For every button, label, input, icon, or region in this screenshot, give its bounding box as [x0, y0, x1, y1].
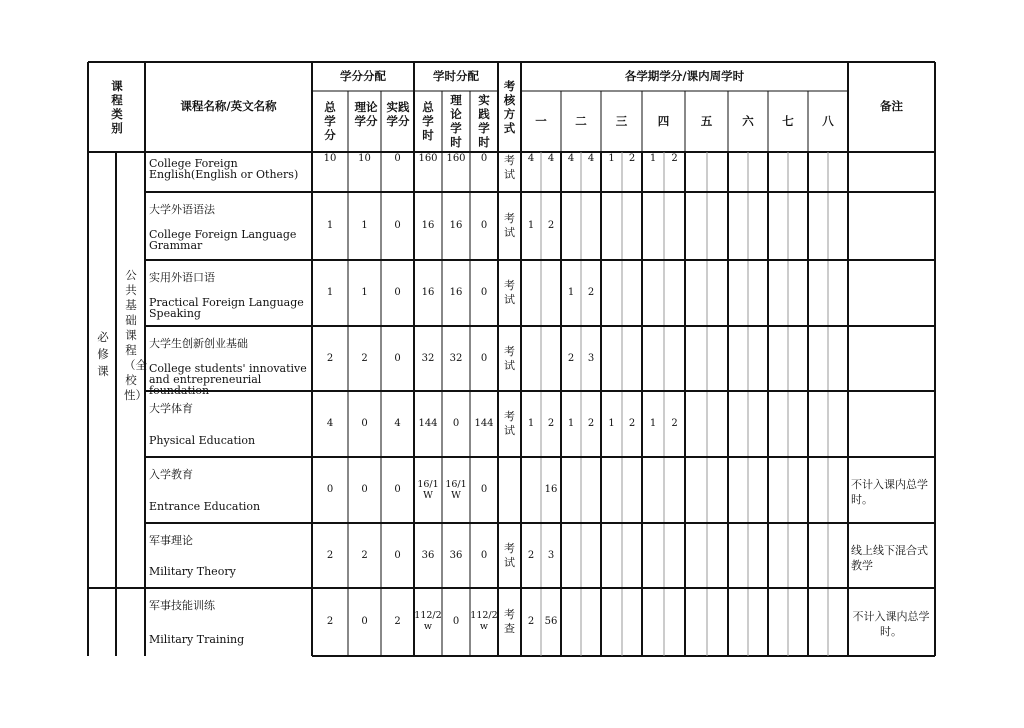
total-credits: 2 [326, 549, 334, 561]
theory-hours: 0 [452, 616, 460, 627]
semester-2-credits: 1 [567, 287, 575, 298]
total-hours: 36 [421, 549, 435, 561]
practice-hours: 0 [480, 484, 488, 495]
practice-credits: 4 [394, 418, 401, 429]
semester-2-weekly-hours: 2 [587, 418, 595, 429]
practice-hours: 112/2w [470, 610, 498, 632]
exam-mode: 考查 [504, 608, 515, 635]
semester-4-weekly-hours: 2 [671, 153, 678, 164]
header-semester-1: 一 [535, 114, 547, 128]
total-credits: 2 [326, 352, 334, 364]
course-english-name: Physical Education [149, 434, 256, 447]
course-chinese-name: 大学体育 [149, 402, 193, 415]
semester-1-weekly-hours: 3 [547, 549, 555, 561]
semester-1-weekly-hours: 4 [547, 153, 555, 164]
header-theory-credits: 理论学分 [354, 100, 378, 128]
header-practice-hours: 实践学时 [478, 93, 490, 149]
course-english-name: Military Theory [149, 565, 236, 578]
practice-hours: 0 [480, 220, 488, 231]
header-total-credits: 总学分 [324, 100, 336, 142]
theory-credits: 0 [361, 616, 368, 627]
theory-hours: 0 [452, 418, 460, 429]
practice-credits: 0 [394, 484, 401, 495]
header-hour-distribution: 学时分配 [433, 69, 479, 83]
theory-hours: 160 [446, 153, 466, 164]
exam-mode: 考试 [504, 344, 515, 372]
course-chinese-name: 军事技能训练 [149, 599, 215, 612]
remark-note: 不计入课内总学时。 [851, 478, 928, 506]
theory-hours: 16 [449, 220, 463, 231]
total-hours: 144 [418, 418, 438, 429]
course-chinese-name: 入学教育 [149, 468, 193, 481]
header-semester-3: 三 [615, 114, 628, 128]
semester-1-credits: 1 [527, 220, 535, 231]
header-semester-distribution: 各学期学分/课内周学时 [624, 69, 745, 83]
practice-hours: 0 [480, 352, 488, 364]
practice-credits: 0 [394, 352, 401, 364]
semester-4-credits: 1 [649, 418, 657, 429]
semester-3-credits: 1 [608, 418, 615, 429]
semester-3-weekly-hours: 2 [628, 153, 636, 164]
course-english-name: College students' innovative and entrepreneurial foundation [149, 362, 307, 397]
theory-credits: 0 [361, 484, 368, 495]
group-public-basic-courses: 公共基础课程（全校性） [124, 267, 147, 402]
practice-credits: 2 [394, 616, 401, 627]
group-required-courses: 必修课 [97, 329, 109, 378]
semester-1-weekly-hours: 16 [544, 484, 558, 495]
theory-credits: 2 [361, 352, 368, 364]
semester-1-credits: 1 [527, 418, 535, 429]
total-credits: 2 [326, 616, 334, 627]
total-hours: 112/2w [414, 610, 442, 632]
total-credits: 10 [323, 153, 337, 164]
header-semester-8: 八 [822, 114, 834, 128]
total-credits: 0 [326, 484, 334, 495]
total-hours: 16 [421, 220, 435, 231]
header-semester-7: 七 [782, 114, 794, 128]
total-credits: 1 [326, 220, 334, 231]
semester-1-weekly-hours: 2 [547, 418, 555, 429]
semester-2-credits: 4 [567, 153, 575, 164]
semester-1-weekly-hours: 2 [547, 220, 555, 231]
theory-hours: 36 [449, 549, 463, 561]
course-chinese-name: 大学生创新创业基础 [149, 337, 248, 350]
semester-4-credits: 1 [649, 153, 657, 164]
theory-credits: 2 [361, 549, 368, 561]
course-chinese-name: 实用外语口语 [149, 271, 215, 284]
exam-mode: 考试 [504, 410, 515, 437]
total-credits: 1 [326, 287, 334, 298]
semester-1-credits: 2 [527, 549, 535, 561]
course-english-name: Military Training [149, 633, 245, 646]
course-english-name: Entrance Education [149, 500, 261, 513]
header-course-category: 课程类别 [111, 79, 123, 135]
course-chinese-name: 军事理论 [149, 534, 193, 547]
course-chinese-name: 大学外语语法 [149, 203, 215, 216]
theory-hours: 16 [449, 287, 463, 298]
exam-mode: 考试 [504, 212, 515, 239]
course-english-name: Practical Foreign Language Speaking [149, 296, 304, 320]
theory-hours: 16/1W [445, 479, 467, 501]
remark-note: 线上线下混合式教学 [851, 543, 928, 572]
total-hours: 32 [421, 352, 435, 364]
semester-1-credits: 4 [527, 153, 535, 164]
theory-credits: 1 [361, 220, 368, 231]
exam-mode: 考试 [504, 154, 515, 181]
course-english-name: College Foreign English(English or Others) [149, 157, 299, 181]
course-english-name: College Foreign Language Grammar [149, 228, 297, 252]
exam-mode: 考试 [504, 279, 515, 306]
semester-2-credits: 1 [567, 418, 575, 429]
theory-credits: 1 [361, 287, 368, 298]
practice-credits: 0 [394, 287, 401, 298]
semester-1-weekly-hours: 56 [544, 616, 558, 627]
theory-credits: 10 [358, 153, 371, 164]
remark-note: 不计入课内总学时。 [852, 610, 930, 638]
header-semester-2: 二 [575, 114, 587, 128]
semester-3-weekly-hours: 2 [628, 418, 636, 429]
header-remarks: 备注 [880, 99, 903, 113]
total-hours: 16 [421, 287, 435, 298]
total-hours: 16/1W [417, 479, 439, 501]
semester-2-credits: 2 [567, 352, 575, 364]
header-semester-5: 五 [700, 114, 713, 128]
semester-2-weekly-hours: 2 [587, 287, 595, 298]
header-credit-distribution: 学分分配 [340, 69, 386, 83]
practice-hours: 0 [480, 153, 488, 164]
header-semester-6: 六 [742, 114, 754, 128]
header-theory-hours: 理论学时 [450, 93, 462, 149]
header-total-hours: 总学时 [422, 100, 434, 142]
semester-2-weekly-hours: 3 [587, 352, 595, 364]
practice-credits: 0 [394, 220, 401, 231]
header-exam-mode: 考核方式 [503, 79, 516, 135]
semester-4-weekly-hours: 2 [671, 418, 678, 429]
semester-3-credits: 1 [608, 153, 615, 164]
theory-hours: 32 [449, 352, 463, 364]
theory-credits: 0 [361, 418, 368, 429]
practice-credits: 0 [394, 153, 401, 164]
header-course-name: 课程名称/英文名称 [180, 99, 277, 113]
practice-hours: 0 [480, 287, 488, 298]
semester-2-weekly-hours: 4 [587, 153, 595, 164]
total-hours: 160 [418, 153, 438, 164]
header-practice-credits: 实践学分 [386, 100, 410, 128]
practice-hours: 0 [480, 549, 488, 561]
total-credits: 4 [326, 418, 334, 429]
practice-hours: 144 [474, 418, 494, 429]
exam-mode: 考试 [504, 541, 515, 569]
practice-credits: 0 [394, 549, 401, 561]
semester-1-credits: 2 [527, 616, 535, 627]
header-semester-4: 四 [657, 114, 670, 128]
